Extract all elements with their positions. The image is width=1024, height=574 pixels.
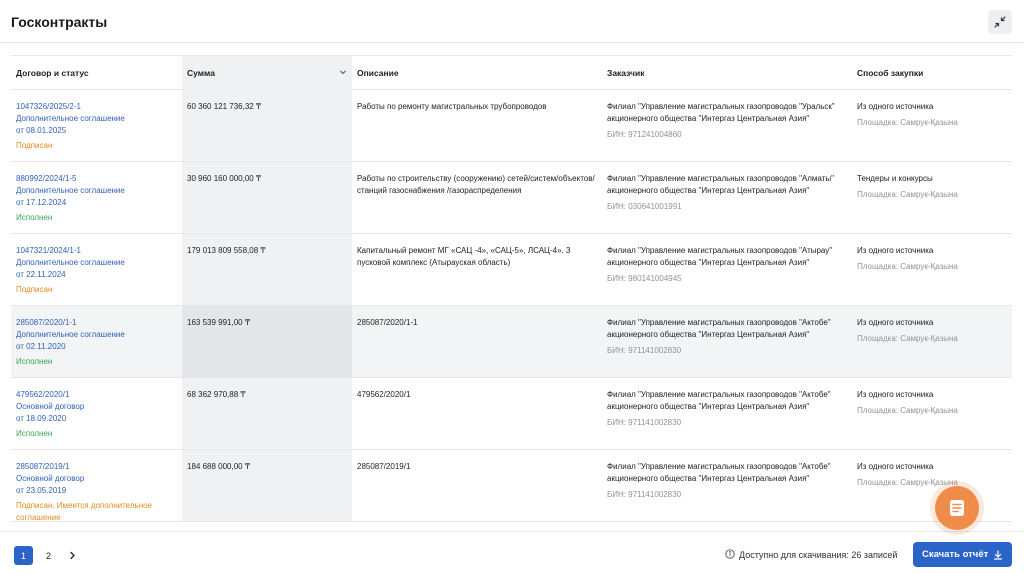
contract-sum: 68 362 970,88 ₸ [187,390,246,399]
collapse-icon [994,16,1006,28]
customer-bin: БИН: 980141004945 [607,274,682,283]
contract-date: от 02.11.2020 [16,342,66,351]
table-body [11,90,1012,522]
download-icon [993,550,1003,560]
procurement-method: Из одного источника [857,102,934,111]
customer-bin: БИН: 971141002830 [607,490,682,499]
page-button-1[interactable]: 1 [14,546,33,565]
description-cell [352,234,602,305]
contract-type: Основной договор [16,474,85,483]
table-row[interactable] [11,162,1012,234]
customer-bin: БИН: 971141002830 [607,418,682,427]
contract-description: 479562/2020/1 [357,390,411,399]
column-header-sum-label: Сумма [187,68,215,78]
contract-status: Подписан [16,141,53,150]
contract-cell [11,450,182,521]
description-cell [352,378,602,449]
customer-name: Филиал "Управление магистральных газопроводов "Алматы" акционерного общества "Интергаз Центральная Азия" [607,174,834,195]
contract-description: 285087/2019/1 [357,462,411,471]
contract-status: Подписан [16,285,53,294]
contract-type: Дополнительное соглашение [16,114,125,123]
customer-name: Филиал "Управление магистральных газопроводов "Актобе" акционерного общества "Интергаз Центральная Азия" [607,318,831,339]
method-cell [852,90,1012,161]
procurement-platform: Площадка: Самрук-Қазына [857,262,958,271]
customer-cell [602,162,852,233]
contract-number-link[interactable]: 880992/2024/1-5 [16,174,77,183]
contract-description: Капитальный ремонт МГ «САЦ -4», «САЦ-5», ЛСАЦ-4». 3 пусковой комплекс (Атырауская область) [357,246,571,267]
column-header-sum[interactable] [182,56,352,90]
contract-sum: 184 688 000,00 ₸ [187,462,250,471]
customer-cell [602,378,852,449]
table-row[interactable] [11,234,1012,306]
contract-cell [11,162,182,233]
column-header-contract[interactable]: Договор и статус [16,68,89,78]
available-records-text: Доступно для скачивания: 26 записей [739,550,898,560]
page-header [0,0,1024,43]
contract-number-link[interactable]: 1047326/2025/2-1 [16,102,81,111]
sum-cell [182,162,352,233]
procurement-method: Из одного источника [857,390,934,399]
contract-sum: 179 013 809 558,08 ₸ [187,246,266,255]
method-cell [852,378,1012,449]
method-cell [852,234,1012,305]
description-cell [352,450,602,521]
contract-cell [11,378,182,449]
customer-cell [602,306,852,377]
contracts-table [11,55,1012,522]
sum-cell [182,234,352,305]
procurement-platform: Площадка: Самрук-Қазына [857,190,958,199]
customer-cell [602,450,852,521]
table-header [11,56,1012,90]
collapse-button[interactable] [988,10,1012,34]
contract-date: от 17.12.2024 [16,198,67,207]
method-cell [852,306,1012,377]
description-cell [352,162,602,233]
customer-cell [602,234,852,305]
method-cell [852,450,1012,521]
contract-date: от 23.05.2019 [16,486,67,495]
contract-number-link[interactable]: 479562/2020/1 [16,390,70,399]
contract-cell [11,234,182,305]
contract-status: Исполнен [16,357,53,366]
feedback-fab-button[interactable] [935,486,979,530]
customer-bin: БИН: 971141002830 [607,346,682,355]
procurement-method: Тендеры и конкурсы [857,174,933,183]
contract-status: Подписан. Имеется дополнительное соглашение [16,501,153,522]
procurement-method: Из одного источника [857,462,934,471]
description-cell [352,306,602,377]
procurement-method: Из одного источника [857,318,934,327]
download-report-label: Скачать отчёт [922,549,989,560]
customer-name: Филиал "Управление магистральных газопроводов "Актобе" акционерного общества "Интергаз Центральная Азия" [607,390,831,411]
column-header-description[interactable]: Описание [357,68,399,78]
customer-bin: БИН: 030641001991 [607,202,682,211]
column-header-method[interactable]: Способ закупки [857,68,924,78]
table-row[interactable] [11,90,1012,162]
contract-description: 285087/2020/1-1 [357,318,418,327]
customer-name: Филиал "Управление магистральных газопроводов "Актобе" акционерного общества "Интергаз Центральная Азия" [607,462,831,483]
page-button-2[interactable]: 2 [45,550,51,561]
customer-name: Филиал "Управление магистральных газопроводов "Атырау" акционерного общества "Интергаз Центральная Азия" [607,246,833,267]
contract-sum: 163 539 991,00 ₸ [187,318,250,327]
procurement-platform: Площадка: Самрук-Қазына [857,406,958,415]
sum-cell [182,306,352,377]
sum-cell [182,90,352,161]
sum-cell [182,450,352,521]
contract-sum: 30 960 160 000,00 ₸ [187,174,262,183]
contract-cell [11,306,182,377]
contract-type: Дополнительное соглашение [16,186,125,195]
contract-date: от 18.09.2020 [16,414,67,423]
sort-icon [339,68,347,76]
info-icon [725,549,735,559]
procurement-platform: Площадка: Самрук-Қазына [857,118,958,127]
table-row[interactable] [11,378,1012,450]
procurement-platform: Площадка: Самрук-Қазына [857,478,958,487]
contract-cell [11,90,182,161]
procurement-method: Из одного источника [857,246,934,255]
column-header-customer[interactable]: Заказчик [607,68,645,78]
contract-status: Исполнен [16,429,53,438]
contract-type: Дополнительное соглашение [16,258,125,267]
table-footer [0,531,1024,574]
customer-bin: БИН: 971241004860 [607,130,682,139]
sum-cell [182,378,352,449]
page-title: Госконтракты [11,14,108,30]
contract-number-link[interactable]: 285087/2020/1-1 [16,318,77,327]
chevron-right-icon [68,551,77,560]
customer-name: Филиал "Управление магистральных газопроводов "Уральск" акционерного общества "Интергаз Центральная Азия" [607,102,835,123]
method-cell [852,162,1012,233]
contract-type: Основной договор [16,402,85,411]
procurement-platform: Площадка: Самрук-Қазына [857,334,958,343]
table-row[interactable] [11,306,1012,378]
customer-cell [602,90,852,161]
download-report-button[interactable] [913,542,1012,567]
contract-type: Дополнительное соглашение [16,330,125,339]
contract-description: Работы по ремонту магистральных трубопроводов [357,102,547,111]
contract-description: Работы по строительству (сооружению) сетей/систем/объектов/станций газоснабжения /газораспределения [357,174,595,195]
description-cell [352,90,602,161]
contract-date: от 22.11.2024 [16,270,66,279]
next-page-button[interactable] [63,546,82,565]
contract-number-link[interactable]: 285087/2019/1 [16,462,70,471]
contract-number-link[interactable]: 1047321/2024/1-1 [16,246,81,255]
contract-sum: 60 360 121 736,32 ₸ [187,102,262,111]
table-row[interactable] [11,450,1012,522]
document-icon [949,499,965,517]
contract-date: от 08.01.2025 [16,126,67,135]
contract-status: Исполнен [16,213,53,222]
